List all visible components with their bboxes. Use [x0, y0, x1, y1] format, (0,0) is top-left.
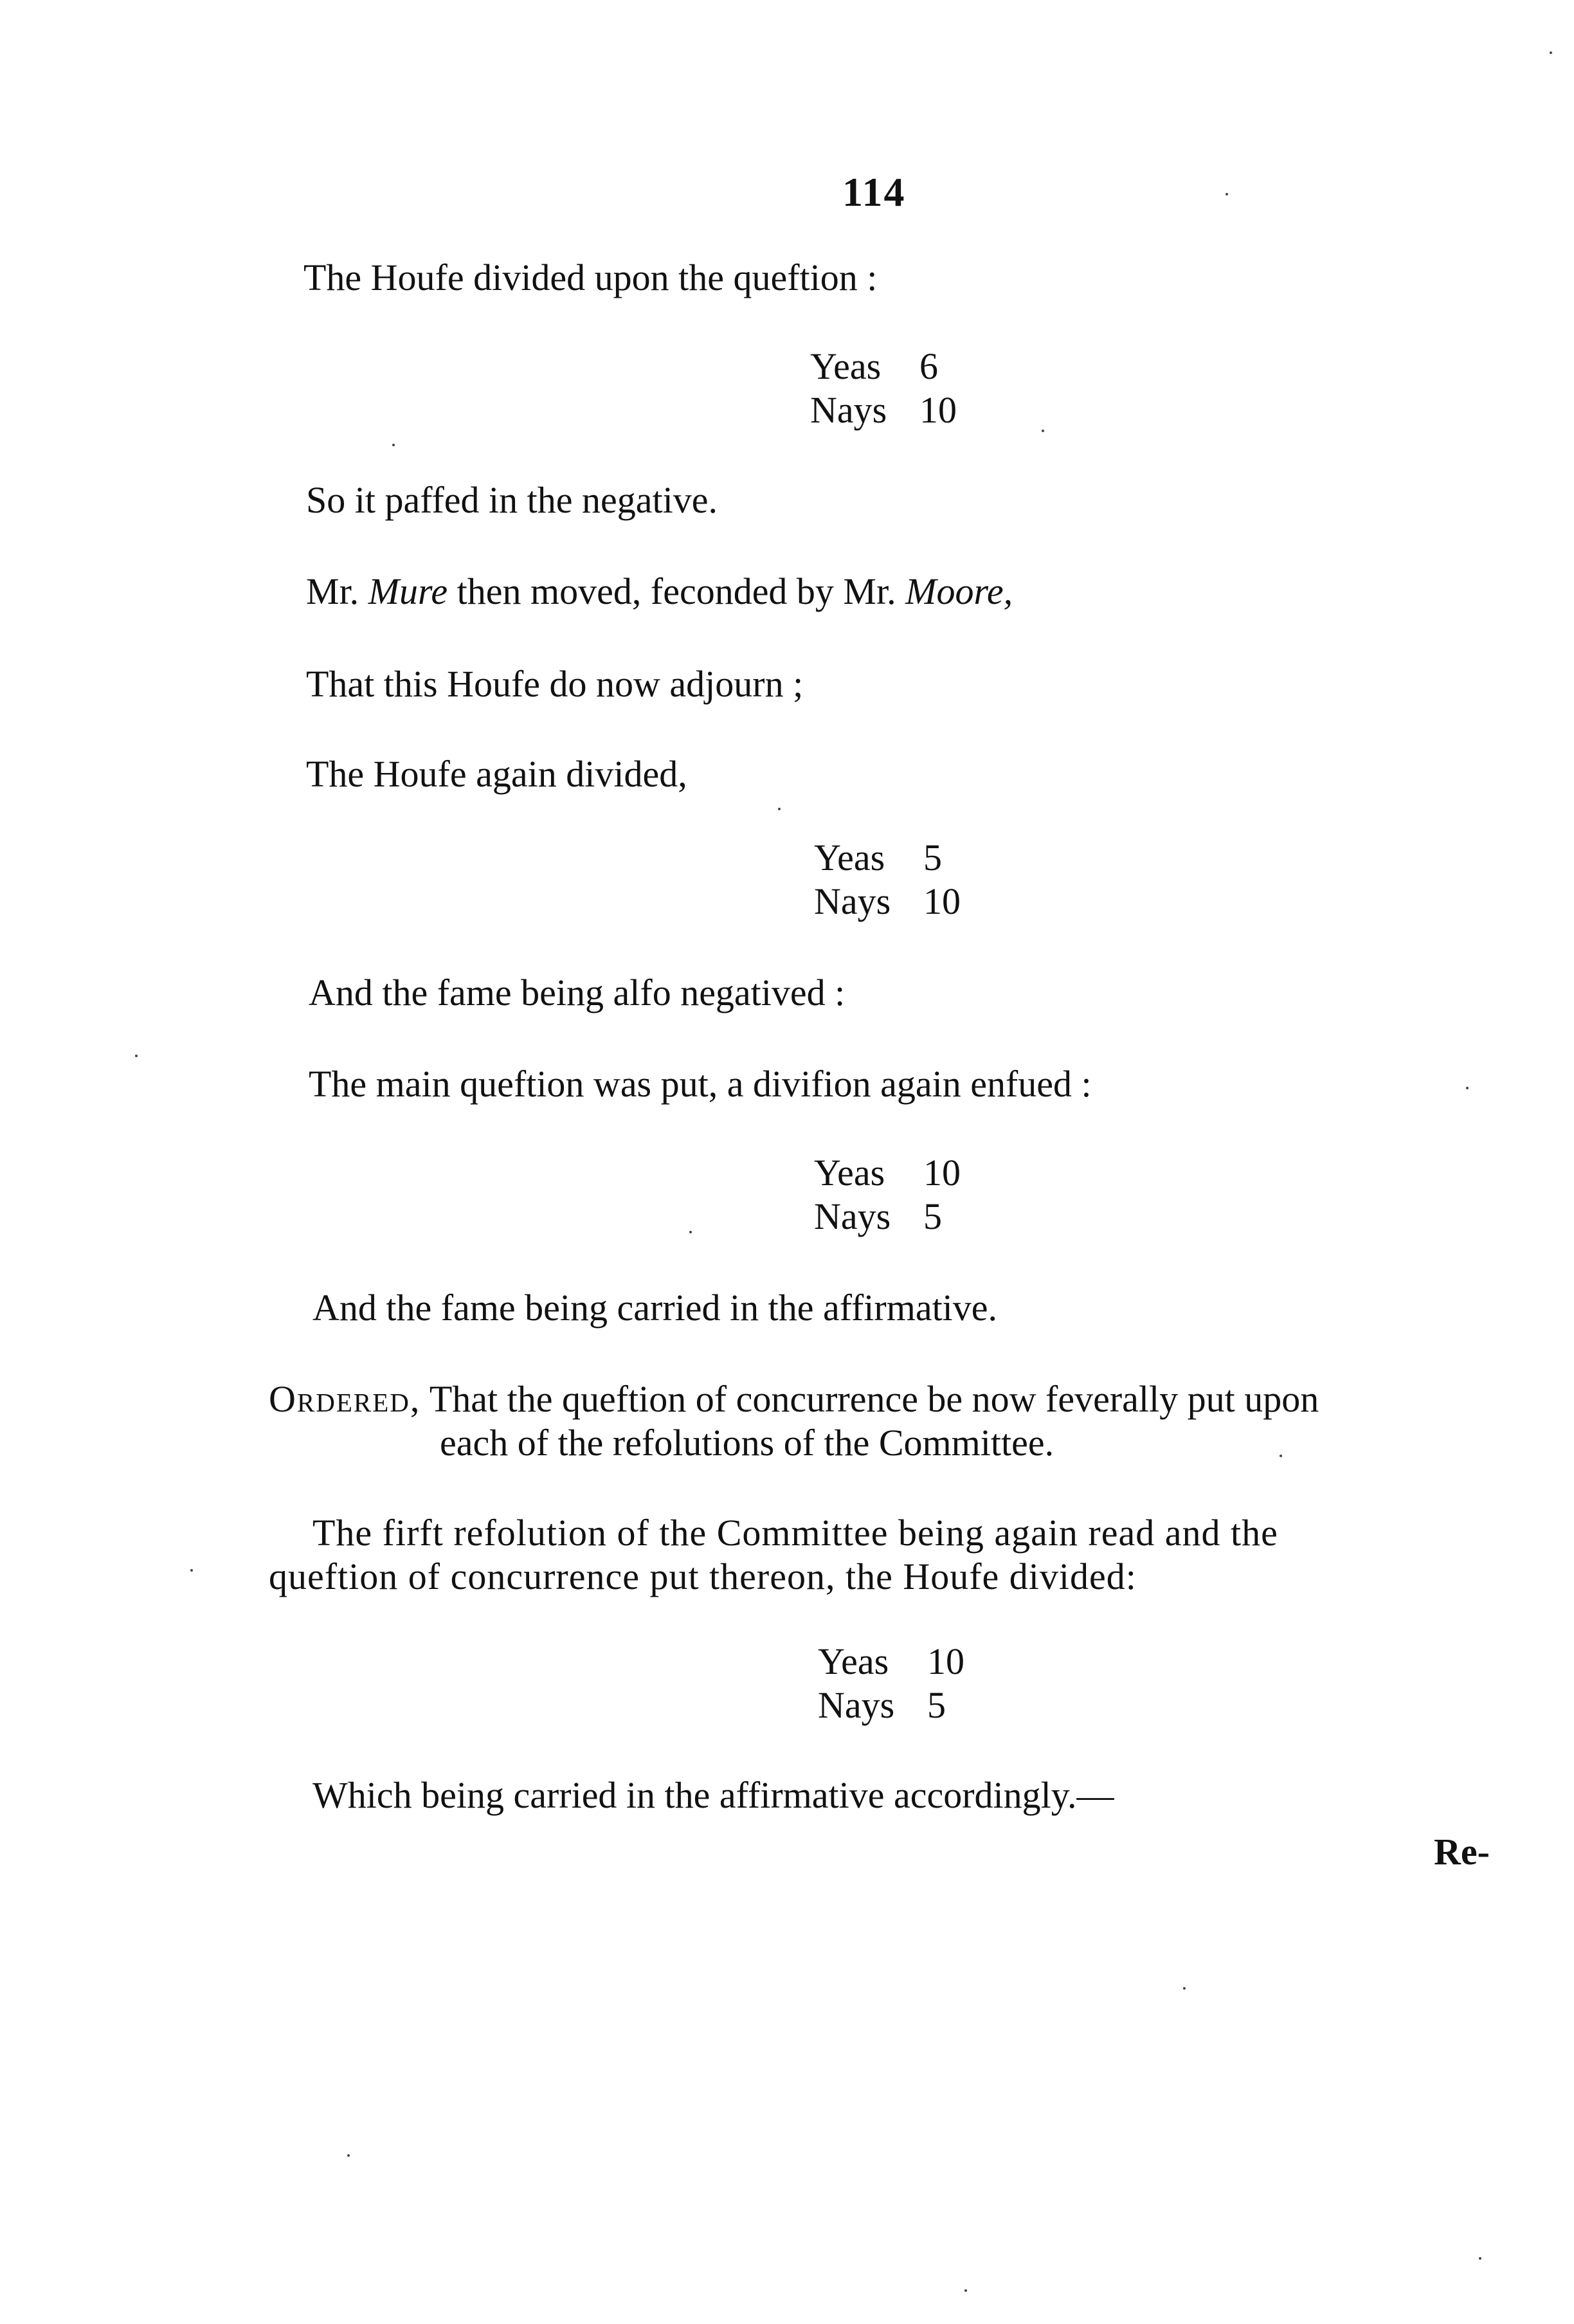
scan-speck — [1183, 1987, 1186, 1990]
paragraph-ordered-line-1 — [269, 1377, 1319, 1421]
nays-label: Nays — [814, 1195, 891, 1237]
motion-name-mure: Mure — [368, 570, 448, 612]
scan-speck — [964, 2289, 967, 2292]
nays-count: 5 — [923, 1195, 942, 1237]
nays-count: 10 — [919, 389, 957, 431]
paragraph-main-question: The main queftion was put, a divifion again enfued : — [309, 1063, 1092, 1105]
scan-speck — [1280, 1455, 1282, 1457]
paragraph-first-resolution-line-1: The firft refolution of the Committee being again read and the — [312, 1512, 1278, 1554]
yeas-label: Yeas — [818, 1640, 889, 1682]
paragraph-motion — [306, 570, 1013, 613]
nays-count: 5 — [927, 1684, 946, 1726]
scan-speck — [1042, 430, 1044, 432]
scan-speck — [1466, 1087, 1469, 1089]
motion-text-pre: Mr. — [306, 570, 368, 612]
vote-tally-1 — [810, 345, 977, 432]
nays-label: Nays — [810, 389, 887, 431]
yeas-label: Yeas — [814, 1152, 885, 1194]
scan-speck — [1226, 193, 1228, 195]
ordered-lead: Ordered, — [269, 1378, 421, 1420]
paragraph-also-negatived: And the fame being alfo negatived : — [309, 972, 846, 1013]
vote-tally-3 — [814, 1151, 981, 1239]
yeas-count: 10 — [923, 1152, 961, 1194]
paragraph-again-divided: The Houfe again divided, — [306, 753, 687, 795]
yeas-count: 10 — [927, 1640, 964, 1682]
nays-label: Nays — [818, 1684, 895, 1726]
scan-speck — [135, 1055, 138, 1057]
scan-speck — [347, 2154, 350, 2157]
page-number: 114 — [842, 169, 906, 215]
paragraph-first-resolution-line-2: queftion of concurrence put thereon, the Houfe divided: — [269, 1556, 1137, 1597]
nays-count: 10 — [923, 880, 961, 922]
scan-speck — [1550, 51, 1552, 54]
scan-speck — [190, 1569, 193, 1572]
paragraph-house-divided: The Houfe divided upon the queftion : — [303, 257, 878, 298]
catchword: Re- — [1434, 1831, 1490, 1873]
nays-label: Nays — [814, 880, 891, 922]
scan-speck — [689, 1231, 692, 1233]
yeas-count: 5 — [923, 837, 942, 878]
scan-speck — [392, 444, 395, 446]
yeas-count: 6 — [919, 345, 938, 387]
scan-speck — [1479, 2257, 1481, 2260]
paragraph-adjourn: That this Houfe do now adjourn ; — [306, 663, 804, 705]
vote-tally-2 — [814, 836, 981, 923]
yeas-label: Yeas — [810, 345, 882, 387]
motion-name-moore: Moore, — [905, 570, 1013, 612]
vote-tally-4 — [818, 1640, 985, 1727]
motion-text-mid: then moved, feconded by Mr. — [448, 570, 906, 612]
paragraph-affirmative: And the fame being carried in the affirmative. — [312, 1287, 998, 1329]
ordered-text: That the queftion of concurrence be now feverally put upon — [421, 1378, 1319, 1420]
scan-speck — [778, 808, 781, 810]
paragraph-negative: So it paffed in the negative. — [306, 479, 718, 521]
yeas-label: Yeas — [814, 837, 885, 878]
paragraph-carried-accordingly: Which being carried in the affirmative accordingly.— — [312, 1774, 1114, 1816]
paragraph-ordered-line-2: each of the refolutions of the Committee. — [440, 1422, 1054, 1464]
